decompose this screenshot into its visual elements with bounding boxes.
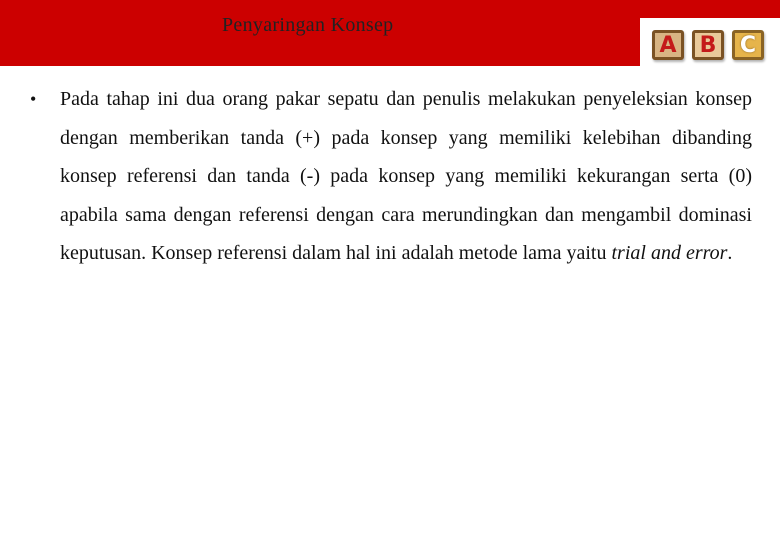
- bullet-icon: •: [30, 89, 37, 109]
- body-text: Pada tahap ini dua orang pakar sepatu dan penulis melakukan penyeleksian konsep dengan memberikan tanda (+) pada konsep yang memiliki kelebihan dibanding konsep referensi dan tanda (-) pada konsep yang memiliki kekurangan serta (0) apabila sama dengan referensi dengan cara merundingkan dan mengambil dominasi keputusan. Konsep referensi dalam hal ini adalah metode lama yaitu: [60, 88, 752, 264]
- body-paragraph: [60, 80, 752, 273]
- slide-content: [30, 80, 752, 273]
- abc-blocks-logo: [640, 18, 780, 66]
- body-text-end: .: [727, 242, 733, 264]
- logo-block-b: B: [692, 30, 724, 60]
- logo-block-a: A: [652, 30, 684, 60]
- body-italic-text: trial and error: [611, 242, 728, 264]
- logo-block-c: C: [732, 30, 764, 60]
- slide-title: Penyaringan Konsep: [222, 14, 394, 36]
